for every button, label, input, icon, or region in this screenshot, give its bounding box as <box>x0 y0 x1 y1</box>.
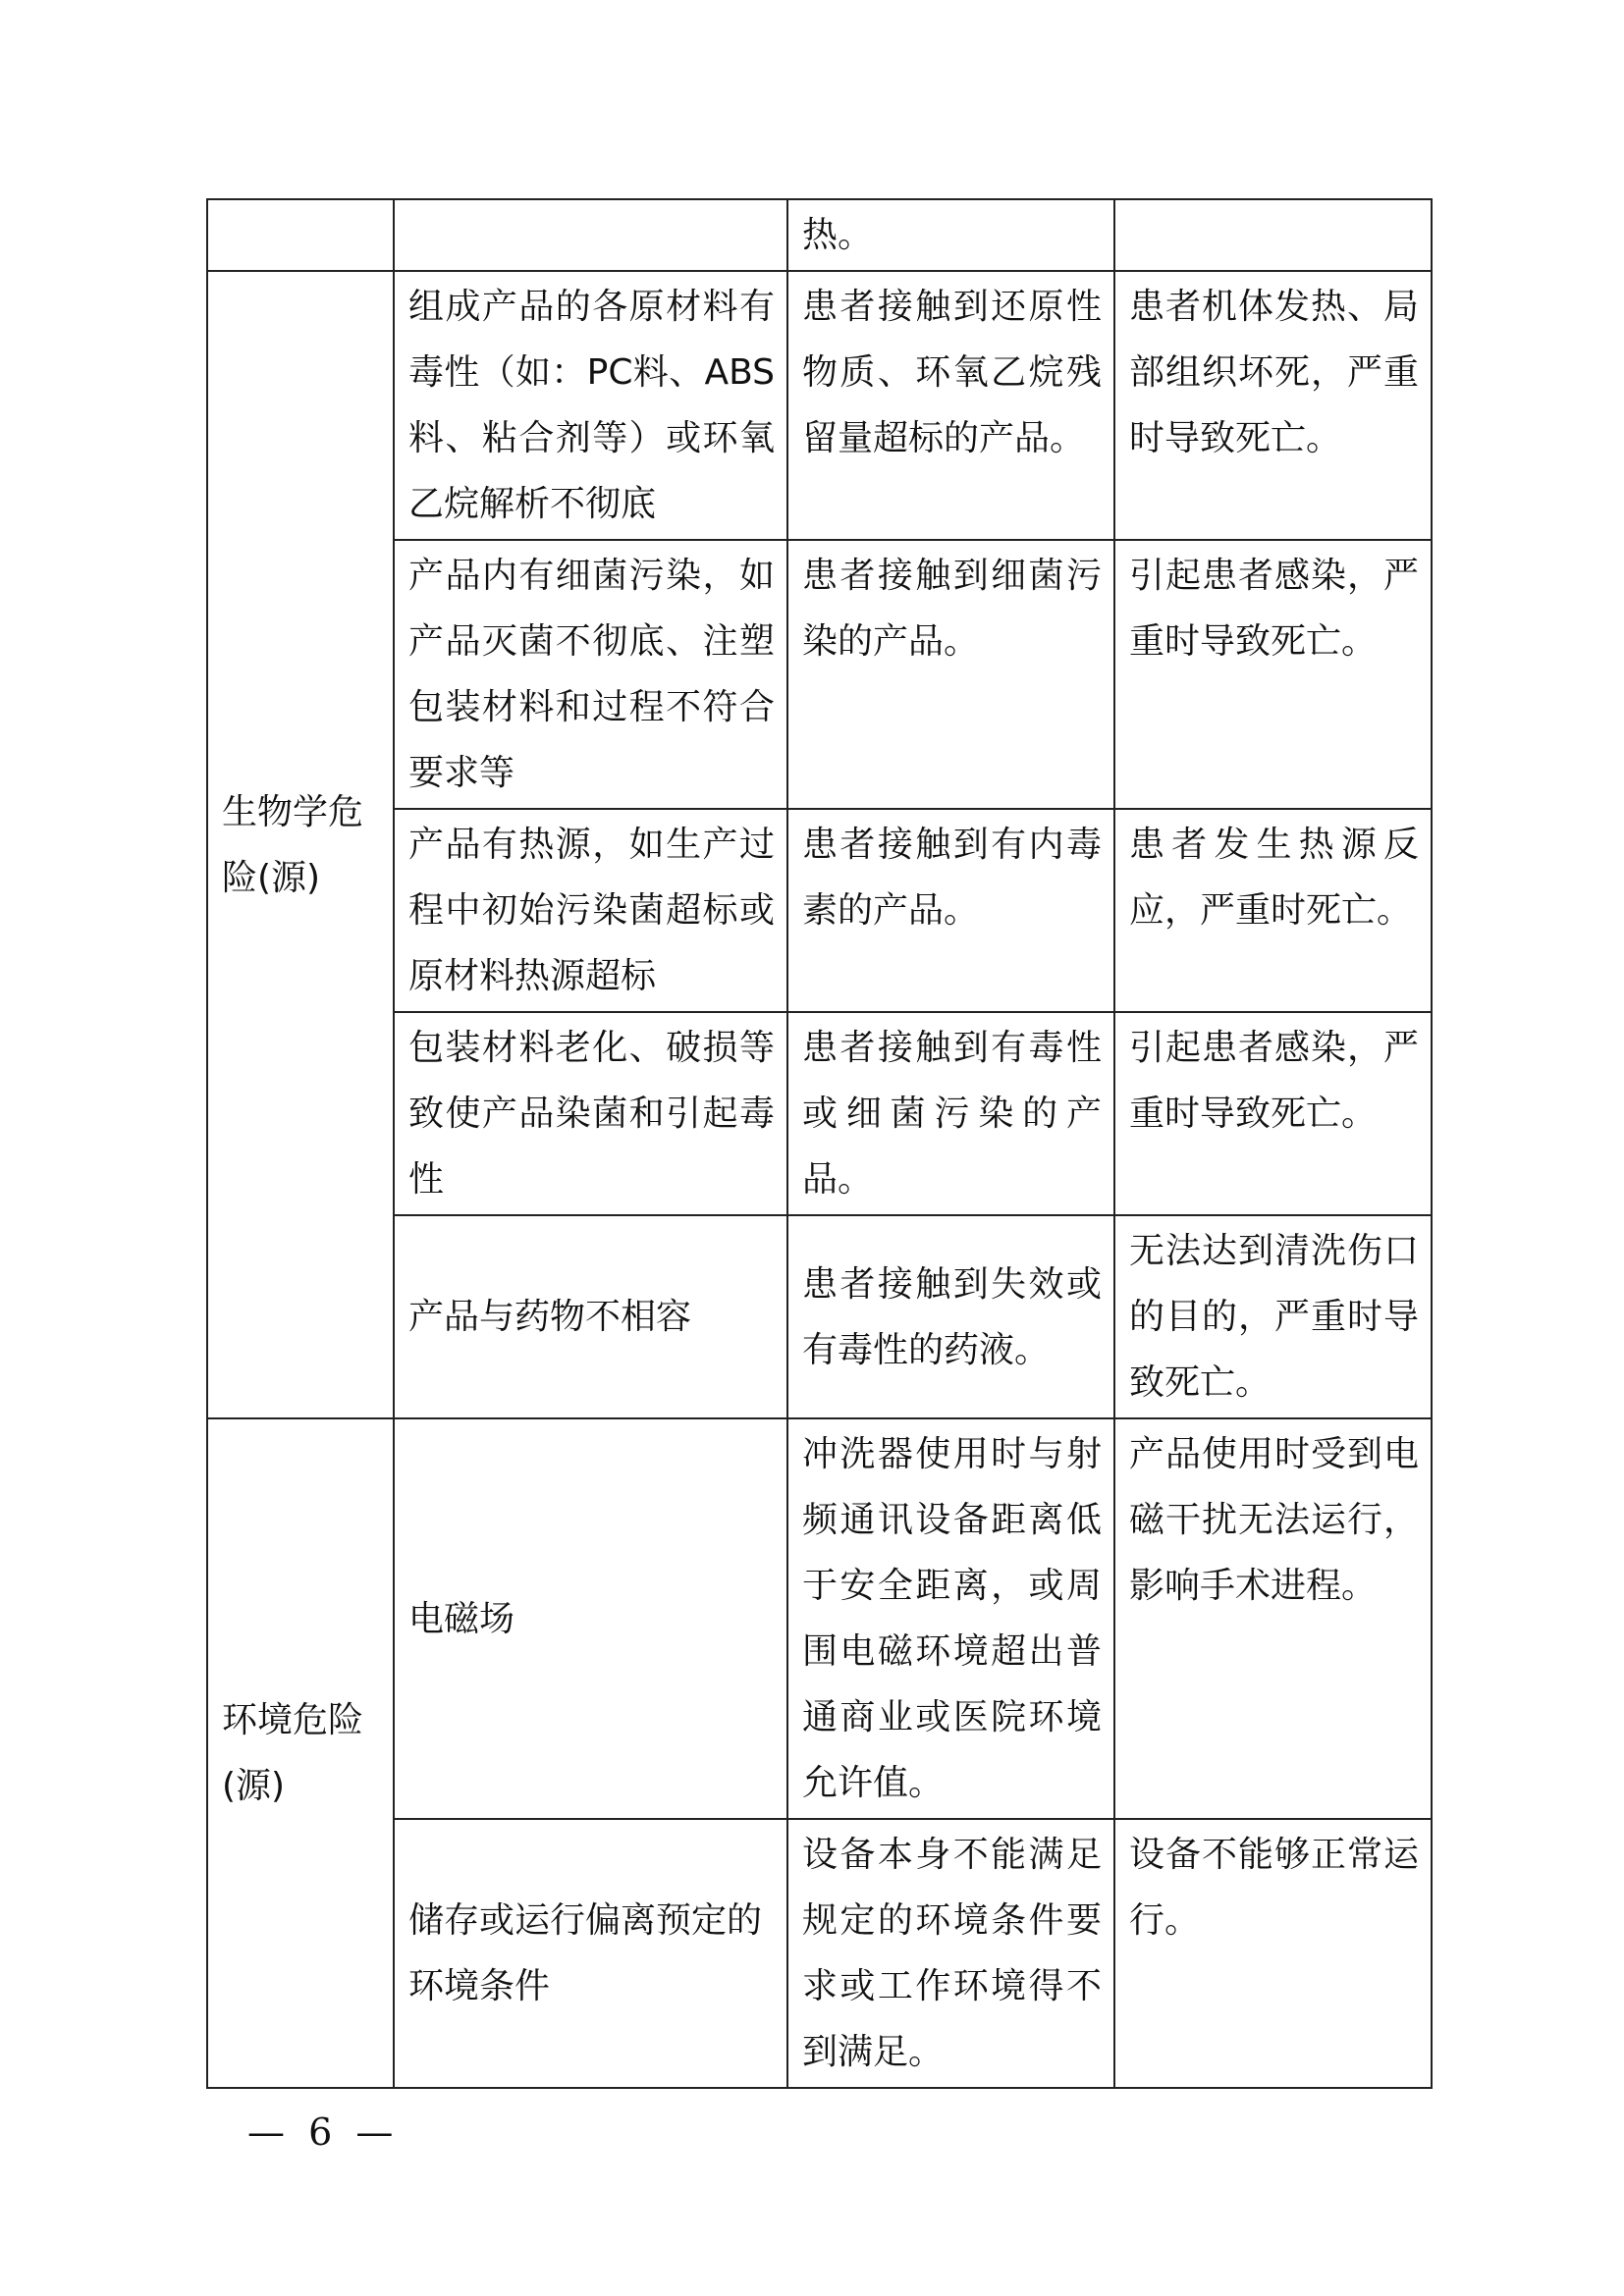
table-row <box>207 271 1432 540</box>
category-cell-biological: 生物学危险(源) <box>207 271 394 1418</box>
hazard-cell: 储存或运行偏离预定的环境条件 <box>394 1819 787 2088</box>
harm-cell: 引起患者感染，严重时导致死亡。 <box>1114 1012 1432 1215</box>
scenario-cell: 设备本身不能满足规定的环境条件要求或工作环境得不到满足。 <box>787 1819 1114 2088</box>
risk-analysis-table <box>206 198 1433 2089</box>
category-cell <box>207 199 394 271</box>
scenario-cell: 热。 <box>787 199 1114 271</box>
scenario-cell: 患者接触到还原性物质、环氧乙烷残留量超标的产品。 <box>787 271 1114 540</box>
scenario-cell: 患者接触到失效或有毒性的药液。 <box>787 1215 1114 1418</box>
scenario-cell: 患者接触到有毒性或细菌污染的产品。 <box>787 1012 1114 1215</box>
hazard-cell: 包装材料老化、破损等致使产品染菌和引起毒性 <box>394 1012 787 1215</box>
table-row <box>207 199 1432 271</box>
scenario-cell: 冲洗器使用时与射频通讯设备距离低于安全距离，或周围电磁环境超出普通商业或医院环境允许值。 <box>787 1418 1114 1819</box>
hazard-cell: 电磁场 <box>394 1418 787 1819</box>
table-row <box>207 1418 1432 1819</box>
category-cell-environmental: 环境危险(源) <box>207 1418 394 2088</box>
hazard-cell <box>394 199 787 271</box>
harm-cell <box>1114 199 1432 271</box>
harm-cell: 产品使用时受到电磁干扰无法运行，影响手术进程。 <box>1114 1418 1432 1819</box>
hazard-cell: 组成产品的各原材料有毒性（如：PC料、ABS料、粘合剂等）或环氧乙烷解析不彻底 <box>394 271 787 540</box>
harm-cell: 患者机体发热、局部组织坏死，严重时导致死亡。 <box>1114 271 1432 540</box>
harm-cell: 患者发生热源反应，严重时死亡。 <box>1114 809 1432 1012</box>
scenario-cell: 患者接触到有内毒素的产品。 <box>787 809 1114 1012</box>
harm-cell: 设备不能够正常运行。 <box>1114 1819 1432 2088</box>
hazard-cell: 产品有热源，如生产过程中初始污染菌超标或原材料热源超标 <box>394 809 787 1012</box>
scenario-cell: 患者接触到细菌污染的产品。 <box>787 540 1114 809</box>
page-number: — 6 — <box>247 2110 400 2154</box>
harm-cell: 引起患者感染，严重时导致死亡。 <box>1114 540 1432 809</box>
hazard-cell: 产品与药物不相容 <box>394 1215 787 1418</box>
hazard-cell: 产品内有细菌污染，如产品灭菌不彻底、注塑包装材料和过程不符合要求等 <box>394 540 787 809</box>
harm-cell: 无法达到清洗伤口的目的，严重时导致死亡。 <box>1114 1215 1432 1418</box>
